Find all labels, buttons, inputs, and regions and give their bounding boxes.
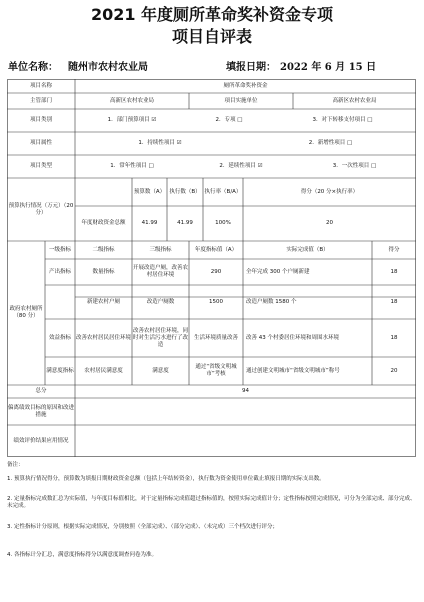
note-3: 3. 定性指标计分原则，根据实际完成情况，分别按照（全部完成）、（部分完成）、（未完成）三个档次进行评分； — [7, 524, 278, 530]
funds-budget-value: 41.99 — [141, 220, 158, 226]
date-value: 2022 年 6 月 15 日 — [280, 62, 377, 73]
funds-rate-value: 100% — [215, 220, 231, 226]
type-option-1: 1．常年性项目 □ — [110, 163, 154, 169]
note-2: 2. 定量指标完成数汇总为实际值，与年度目标值相比，对于定量指标完成值超过指标值的，按照实际完成值计分；定性指标按照完成情况，可分为全部完成、部分完成、未完成。 — [7, 496, 416, 509]
perf-row-2-score: 18 — [390, 298, 398, 305]
perf-row-4-actual: 改善 43 个村委居住环境和周围水环境 — [246, 334, 339, 341]
perf-header-actual: 实际完成值（B） — [286, 246, 329, 253]
deviation-label: 偏离绩效目标的原因和改进措施 — [8, 404, 75, 418]
perf-row-5-l2: 农村居民满意度 — [84, 367, 123, 374]
funds-header-rate: 执行率（B/A） — [204, 188, 242, 195]
funds-label: 预算执行情况（万元）（20 分） — [8, 202, 74, 216]
perf-row-2-target: 1500 — [209, 298, 223, 305]
type-label: 项目类型 — [29, 163, 52, 169]
doc-title: 2021 年度厕所革命奖补资金专项 — [90, 5, 334, 24]
dept-label: 主管部门 — [29, 97, 52, 104]
note-1: 1. 预算执行情况得分，预算数为填报日期财政资金总额（包括上年结转资金），执行数为资金使用单位截止填报日期的实际支出数。 — [7, 476, 325, 482]
perf-row-5-score: 20 — [390, 367, 398, 374]
note-4: 4. 各指标计分汇总，满意度指标得分以满意度调查问卷为准。 — [7, 552, 157, 558]
perf-row-1-l1: 产出指标 — [48, 268, 71, 275]
category-option-1: 1．部门预算项目 ☑ — [107, 117, 157, 123]
perf-row-5-actual: 通过创建文明城市“省级文明城市”称号 — [246, 367, 340, 374]
doc-subtitle: 项目自评表 — [171, 27, 252, 46]
notes-heading: 备注： — [7, 462, 24, 468]
attribute-option-1: 1．持续性项目 ☑ — [138, 140, 182, 146]
unit-value: 随州市农村农业局 — [68, 62, 148, 73]
dept-value: 高新区农村农业局 — [109, 97, 154, 104]
evaluation-table — [7, 79, 416, 457]
perf-row-1-target: 290 — [210, 268, 222, 275]
total-value: 94 — [242, 388, 249, 394]
result-application-label: 绩效评价结果应用情况 — [13, 437, 69, 444]
date-label: 填报日期： — [226, 62, 276, 73]
perf-row-5-l1: 满意度指标 — [46, 367, 74, 374]
funds-header-score: 得分（20 分×执行率） — [300, 188, 359, 195]
type-option-2: 2．延续性项目 ☑ — [219, 163, 263, 169]
perf-row-4-l2: 改善农村居民居住环境 — [76, 334, 132, 341]
funds-row-label: 年度财政资金总额 — [81, 220, 126, 226]
impl-unit-value: 高新区农村农业局 — [332, 97, 377, 104]
perf-row-1-l3: 开展改造户厕，改善农村居住环境 — [133, 265, 189, 278]
perf-row-1-actual: 全年完成 300 个户厕新建 — [246, 268, 310, 275]
category-option-3: 3．对下转移支付项目 □ — [312, 117, 373, 123]
category-option-2: 2．专项 □ — [215, 117, 243, 123]
perf-header-l2: 二级指标 — [92, 246, 115, 253]
funds-header-executed: 执行数（B） — [169, 188, 201, 195]
perf-row-2-actual: 改造户厕数 1580 个 — [246, 298, 297, 305]
project-name-label: 项目名称 — [29, 82, 52, 89]
performance-label: 政府农村厕所（80 分） — [9, 306, 43, 319]
perf-row-4-l3: 改善农村居住环境，同时对生活污水进行了改造 — [133, 327, 189, 348]
attribute-label: 项目属性 — [29, 140, 52, 146]
type-option-3: 3．一次性项目 □ — [332, 163, 377, 169]
doc-meta — [8, 58, 416, 72]
total-label: 总分 — [35, 388, 47, 394]
perf-header-l3: 三级指标 — [149, 246, 172, 253]
perf-row-3-l1: 效益指标 — [48, 334, 71, 341]
funds-executed-value: 41.99 — [177, 220, 193, 226]
project-name-value: 厕所革命奖补资金 — [223, 82, 268, 89]
unit-label: 单位名称： — [8, 62, 58, 73]
funds-header-budget: 预算数（A） — [133, 188, 166, 195]
perf-row-4-target: 生活环境质量改善 — [193, 334, 238, 341]
perf-row-4-score: 18 — [390, 334, 398, 341]
attribute-option-2: 2．新增性项目 □ — [308, 140, 353, 146]
impl-unit-label: 项目实施单位 — [224, 97, 258, 104]
perf-header-target: 年度指标值（A） — [194, 246, 238, 253]
funds-score-value: 20 — [326, 220, 333, 226]
perf-row-2-l3: 改造户厕数 — [146, 298, 175, 305]
perf-header-score: 得分 — [388, 246, 400, 253]
perf-header-l1: 一级指标 — [48, 246, 71, 253]
perf-row-5-target: 通过“省级文明城市”考核 — [195, 364, 237, 377]
category-label: 项目类别 — [29, 117, 52, 123]
perf-row-1-l2: 数量指标 — [92, 268, 115, 275]
perf-row-5-l3: 满意度 — [152, 367, 169, 374]
perf-row-1-score: 18 — [390, 268, 398, 275]
perf-row-2-l2: 新建农村户厕 — [86, 298, 120, 305]
